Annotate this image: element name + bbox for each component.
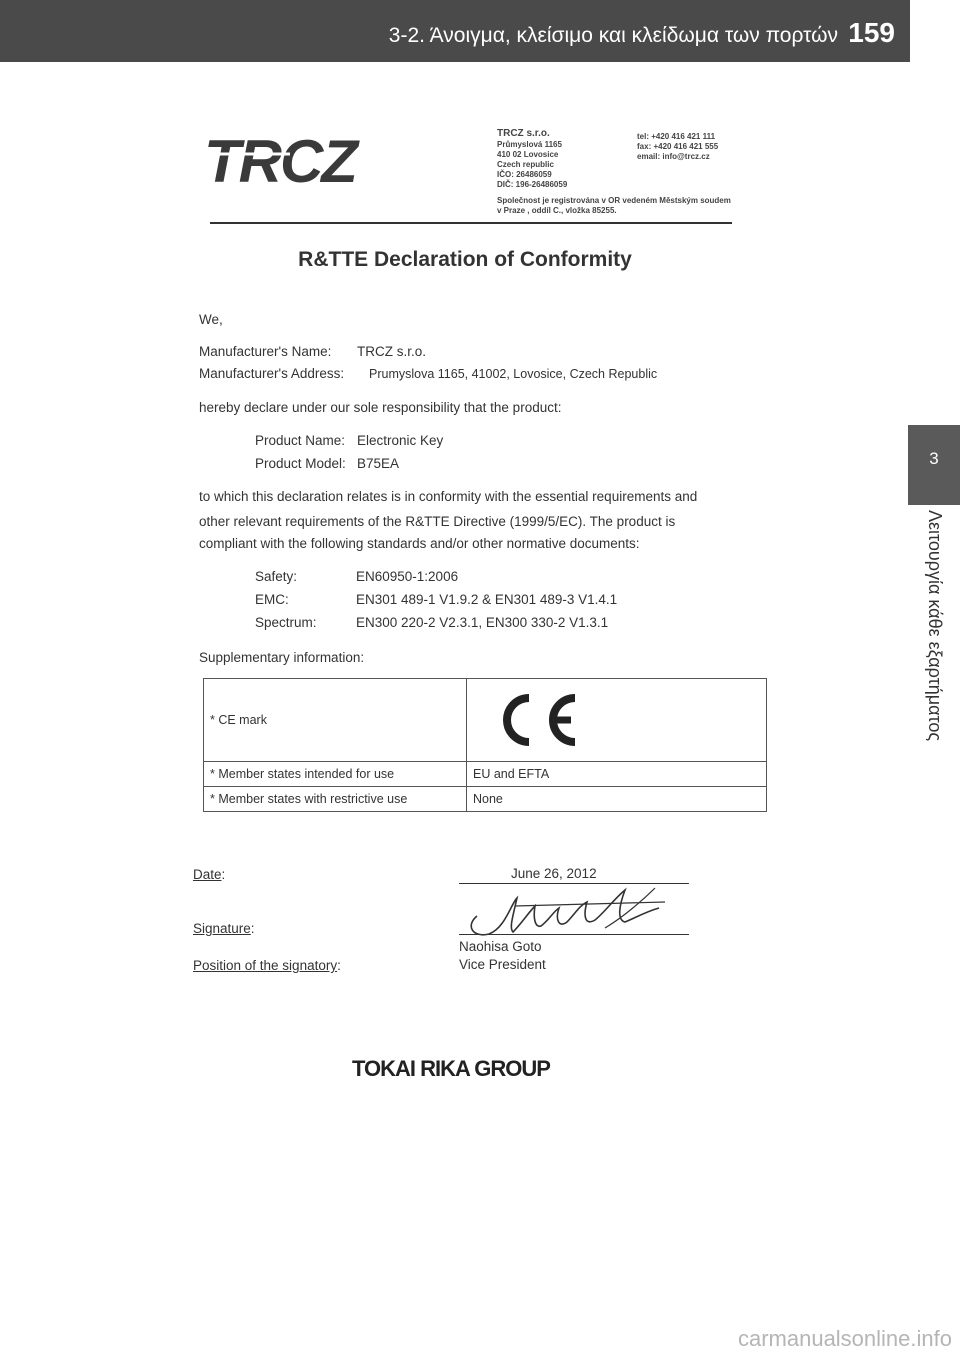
standard-label-emc: EMC: [255, 592, 289, 607]
header-divider [210, 222, 732, 224]
standard-value-safety: EN60950-1:2006 [356, 569, 459, 584]
table-cell-label: * Member states with restrictive use [204, 787, 467, 812]
table-cell-label: * Member states intended for use [204, 762, 467, 787]
page-number: 159 [848, 17, 895, 48]
position-value: Vice President [459, 957, 546, 972]
company-address-line: Průmyslová 1165 [497, 140, 562, 149]
standard-value-emc: EN301 489-1 V1.9.2 & EN301 489-3 V1.4.1 [356, 592, 618, 607]
signature-line [459, 934, 689, 935]
company-address-line: Czech republic [497, 160, 554, 169]
we-text: We, [199, 312, 223, 327]
document-title: R&TTE Declaration of Conformity [298, 248, 632, 271]
registration-line: v Praze , oddíl C., vložka 85255. [497, 206, 617, 215]
signatory-name: Naohisa Goto [459, 939, 542, 954]
company-contact-block [637, 132, 718, 162]
date-value: June 26, 2012 [511, 866, 597, 881]
product-name-label: Product Name: [255, 433, 346, 448]
supplementary-label: Supplementary information: [199, 650, 365, 665]
standard-label-spectrum: Spectrum: [255, 615, 317, 630]
position-label: Position of the signatory: [193, 958, 341, 973]
product-model-label: Product Model: [255, 456, 346, 471]
registration-line: Společnost je registrována v OR vedeném Městským soudem [497, 196, 731, 205]
watermark: carmanualsonline.info [737, 1326, 952, 1351]
conformity-line: compliant with the following standards and/or other normative documents: [199, 536, 640, 551]
table-row [204, 679, 767, 762]
company-address-line: DIČ: 196-26486059 [497, 180, 568, 189]
table-row [204, 787, 767, 812]
table-cell-label: * CE mark [204, 679, 467, 762]
supplementary-table [203, 678, 767, 812]
declaration-document [185, 110, 765, 990]
signature-label: Signature: [193, 921, 255, 936]
company-address-line: 410 02 Lovosice [497, 150, 559, 159]
signature-label-text: Signature [193, 921, 251, 936]
company-tel: tel: +420 416 421 111 [637, 132, 716, 141]
manufacturer-name: TRCZ s.r.o. [357, 344, 427, 359]
chapter-tab [908, 425, 960, 505]
manufacturer-name-label: Manufacturer's Name: [199, 344, 332, 359]
ce-mark-cell [467, 679, 767, 762]
trcz-logo [200, 130, 440, 190]
company-registration [497, 196, 731, 216]
section-title: 3-2. Άνοιγμα, κλείσιμο και κλείδωμα των πορτών [388, 24, 838, 47]
chapter-number: 3 [929, 449, 939, 468]
manufacturer-address-label: Manufacturer's Address: [199, 366, 345, 381]
ce-mark-icon [489, 690, 585, 750]
standard-value-spectrum: EN300 220-2 V2.3.1, EN300 330-2 V1.3.1 [356, 615, 609, 630]
tokai-rika-group-logo: TOKAI RIKA GROUP [352, 1056, 550, 1081]
company-address-block [497, 128, 567, 190]
standard-label-safety: Safety: [255, 569, 298, 584]
company-fax: fax: +420 416 421 555 [637, 142, 719, 151]
position-label-text: Position of the signatory [193, 958, 338, 973]
date-label-text: Date [193, 867, 222, 882]
manufacturer-address: Prumyslova 1165, 41002, Lovosice, Czech Republic [369, 367, 658, 381]
product-model: B75EA [357, 456, 400, 471]
company-name: TRCZ s.r.o. [497, 128, 550, 139]
date-label: Date: [193, 867, 226, 882]
product-name: Electronic Key [357, 433, 444, 448]
declaration-statement: hereby declare under our sole responsibility that the product: [199, 400, 562, 415]
company-email: email: info@trcz.cz [637, 152, 710, 161]
handwritten-signature [455, 876, 675, 946]
conformity-line: to which this declaration relates is in conformity with the essential requirements and [199, 489, 698, 504]
table-row [204, 762, 767, 787]
table-cell-value: None [467, 787, 767, 812]
trcz-logo-text: TRCZ [204, 130, 356, 190]
chapter-name: Λειτουργία κάθε εξαρτήματος [925, 510, 945, 742]
table-cell-value: EU and EFTA [467, 762, 767, 787]
company-address-line: IČO: 26486059 [497, 170, 552, 179]
conformity-line: other relevant requirements of the R&TTE Directive (1999/5/EC). The product is [199, 514, 676, 529]
